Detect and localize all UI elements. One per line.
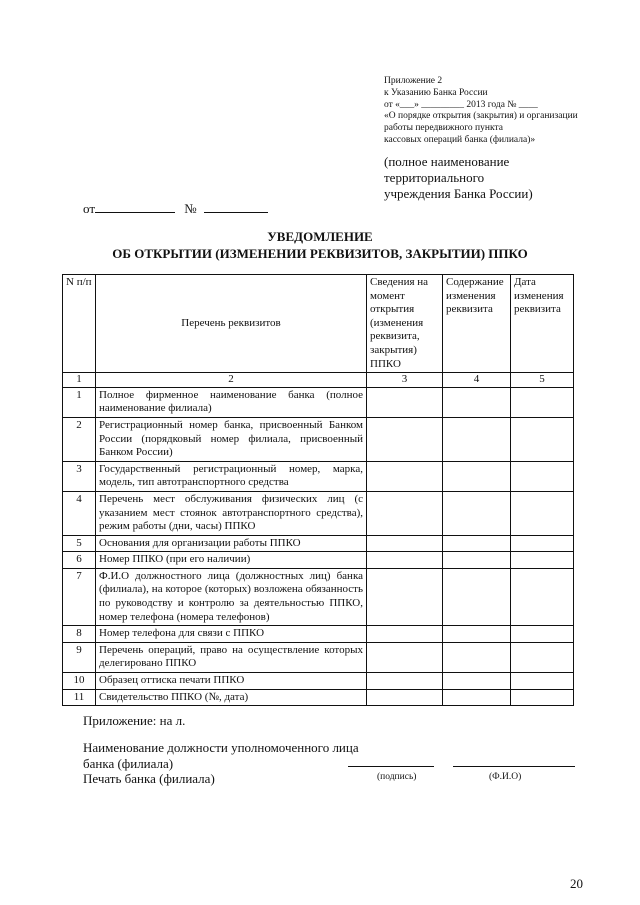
row-info-cell[interactable] [367, 642, 443, 672]
column-number: 1 [63, 373, 96, 388]
row-date-cell[interactable] [511, 642, 574, 672]
row-content-cell[interactable] [443, 568, 511, 625]
header-num: N п/п [63, 275, 96, 373]
row-info-cell[interactable] [367, 491, 443, 535]
appendix-line: к Указанию Банка России [384, 87, 488, 98]
row-info-cell[interactable] [367, 535, 443, 552]
row-requisite: Регистрационный номер банка, присвоенный Банком России (порядковый номер филиала, присвоенный Банком России) [96, 417, 367, 461]
row-info-cell[interactable] [367, 568, 443, 625]
row-requisite: Перечень операций, право на осуществление которых делегировано ППКО [96, 642, 367, 672]
requisites-table [62, 274, 574, 706]
table-row [63, 552, 574, 569]
row-date-cell[interactable] [511, 535, 574, 552]
row-content-cell[interactable] [443, 642, 511, 672]
row-info-cell[interactable] [367, 673, 443, 690]
appendix-header [384, 76, 624, 147]
row-content-cell[interactable] [443, 673, 511, 690]
row-info-cell[interactable] [367, 417, 443, 461]
header-date: Дата изменения реквизита [511, 275, 574, 373]
row-content-cell[interactable] [443, 387, 511, 417]
row-number: 9 [63, 642, 96, 672]
row-requisite: Номер ППКО (при его наличии) [96, 552, 367, 569]
table-row [63, 689, 574, 706]
row-number: 2 [63, 417, 96, 461]
signature-caption: (подпись) [377, 772, 417, 782]
row-content-cell[interactable] [443, 689, 511, 706]
row-number: 5 [63, 535, 96, 552]
row-content-cell[interactable] [443, 491, 511, 535]
column-number: 3 [367, 373, 443, 388]
row-content-cell[interactable] [443, 552, 511, 569]
row-requisite: Полное фирменное наименование банка (полное наименование филиала) [96, 387, 367, 417]
name-line [453, 766, 575, 767]
appendix-line: кассовых операций банка (филиала)» [384, 134, 536, 145]
row-requisite: Образец оттиска печати ППКО [96, 673, 367, 690]
page-number: 20 [570, 876, 583, 891]
row-info-cell[interactable] [367, 626, 443, 643]
table-row [63, 673, 574, 690]
row-content-cell[interactable] [443, 461, 511, 491]
row-requisite: Свидетельство ППКО (№, дата) [96, 689, 367, 706]
appendix-line: работы передвижного пункта [384, 123, 503, 134]
table-row [63, 626, 574, 643]
row-number: 7 [63, 568, 96, 625]
row-number: 8 [63, 626, 96, 643]
row-content-cell[interactable] [443, 417, 511, 461]
column-number: 4 [443, 373, 511, 388]
column-number: 2 [96, 373, 367, 388]
date-field [95, 201, 175, 213]
row-info-cell[interactable] [367, 689, 443, 706]
row-date-cell[interactable] [511, 417, 574, 461]
row-date-cell[interactable] [511, 387, 574, 417]
signature-line [348, 766, 434, 767]
row-content-cell[interactable] [443, 535, 511, 552]
row-date-cell[interactable] [511, 491, 574, 535]
row-number: 4 [63, 491, 96, 535]
row-date-cell[interactable] [511, 689, 574, 706]
row-requisite: Перечень мест обслуживания физических лиц (с указанием мест стоянок автотранспортного средства), режим работы (дни, часы) ППКО [96, 491, 367, 535]
name-caption: (Ф.И.О) [489, 772, 522, 782]
appendix-line: от «___» _________ 2013 года № ____ [384, 99, 538, 110]
row-date-cell[interactable] [511, 552, 574, 569]
table-header-row [63, 275, 574, 373]
date-number-line [83, 201, 268, 217]
row-date-cell[interactable] [511, 626, 574, 643]
document-subtitle: ОБ ОТКРЫТИИ (ИЗМЕНЕНИИ РЕКВИЗИТОВ, ЗАКРЫТИИ) ППКО [112, 246, 528, 261]
appendix-line: «О порядке открытия (закрытия) и организации [384, 111, 578, 122]
row-requisite: Ф.И.О должностного лица (должностных лиц) банка (филиала), на которое (которых) возложена обязанность по руководству и контролю за деятельностью ППКО, номер телефона (номера телефонов) [96, 568, 367, 625]
signature-block [83, 740, 359, 787]
header-content: Содержание изменения реквизита [443, 275, 511, 373]
seal-label: Печать банка (филиала) [83, 771, 215, 786]
row-date-cell[interactable] [511, 461, 574, 491]
row-requisite: Основания для организации работы ППКО [96, 535, 367, 552]
header-list: Перечень реквизитов [96, 275, 367, 373]
table-row [63, 568, 574, 625]
from-label: от [83, 201, 96, 216]
row-requisite: Государственный регистрационный номер, марка, модель, тип автотранспортного средства [96, 461, 367, 491]
table-row [63, 387, 574, 417]
table-row [63, 535, 574, 552]
number-label: № [184, 201, 197, 216]
row-requisite: Номер телефона для связи с ППКО [96, 626, 367, 643]
row-number: 11 [63, 689, 96, 706]
row-info-cell[interactable] [367, 552, 443, 569]
position-label: Наименование должности уполномоченного лица [83, 740, 359, 755]
row-content-cell[interactable] [443, 626, 511, 643]
column-number-row [63, 373, 574, 388]
row-number: 6 [63, 552, 96, 569]
row-date-cell[interactable] [511, 673, 574, 690]
column-number: 5 [511, 373, 574, 388]
row-number: 1 [63, 387, 96, 417]
row-number: 10 [63, 673, 96, 690]
row-date-cell[interactable] [511, 568, 574, 625]
document-title: УВЕДОМЛЕНИЕ [267, 229, 373, 244]
row-number: 3 [63, 461, 96, 491]
number-field [204, 201, 268, 213]
appendix-line: Приложение 2 [384, 76, 443, 86]
recipient-block [384, 154, 584, 202]
row-info-cell[interactable] [367, 387, 443, 417]
table-row [63, 642, 574, 672]
row-info-cell[interactable] [367, 461, 443, 491]
recipient-line: (полное наименование [384, 154, 510, 169]
bank-label: банка (филиала) [83, 755, 174, 771]
recipient-line: территориального [384, 170, 485, 185]
table-row [63, 491, 574, 535]
table-row [63, 417, 574, 461]
table-row [63, 461, 574, 491]
attachment-line: Приложение: на л. [83, 713, 186, 728]
recipient-line: учреждения Банка России) [384, 186, 533, 201]
header-info: Сведения на момент открытия (изменения реквизита, закрытия) ППКО [367, 275, 443, 373]
